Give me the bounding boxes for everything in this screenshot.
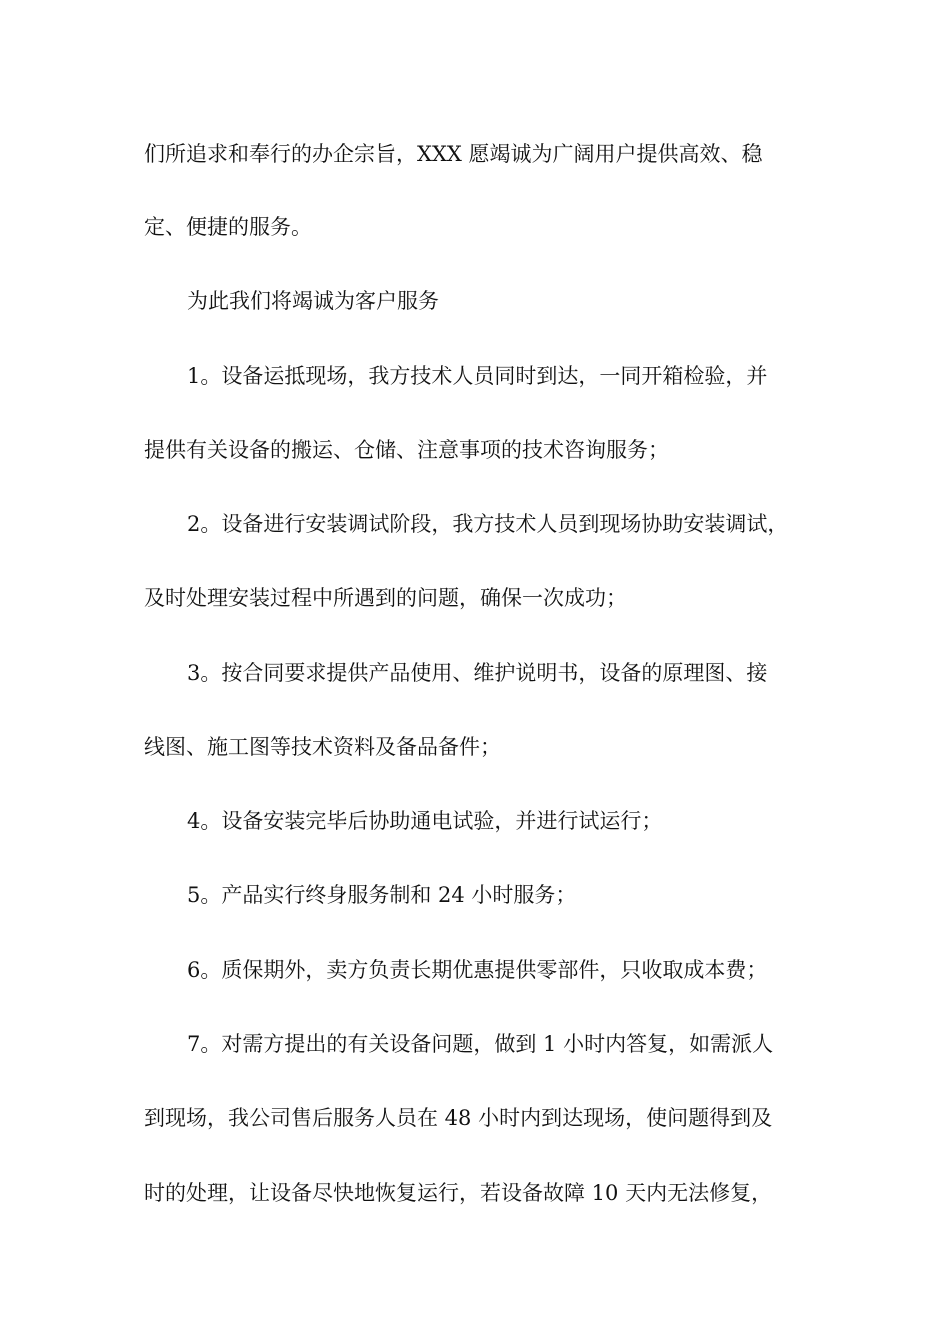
- list-item-1-line-2: 提供有关设备的搬运、仓储、注意事项的技术咨询服务；: [144, 438, 669, 462]
- list-item-3-line-1: 3。按合同要求提供产品使用、维护说明书，设备的原理图、接: [187, 661, 768, 685]
- list-item-2-line-1: 2。设备进行安装调试阶段，我方技术人员到现场协助安装调试，: [187, 512, 789, 536]
- section-heading: 为此我们将竭诚为客户服务: [187, 289, 439, 313]
- list-item-5: 5。产品实行终身服务制和 24 小时服务；: [187, 883, 577, 907]
- list-item-2-line-2: 及时处理安装过程中所遇到的问题，确保一次成功；: [144, 586, 627, 610]
- paragraph-line-2: 定、便捷的服务。: [144, 215, 312, 239]
- list-item-7-line-2: 到现场，我公司售后服务人员在 48 小时内到达现场，使问题得到及: [144, 1106, 773, 1130]
- list-item-1-line-1: 1。设备运抵现场，我方技术人员同时到达，一同开箱检验，并: [187, 364, 768, 388]
- list-item-6: 6。质保期外，卖方负责长期优惠提供零部件，只收取成本费；: [187, 958, 768, 982]
- list-item-4: 4。设备安装完毕后协助通电试验，并进行试运行；: [187, 809, 663, 833]
- paragraph-line-1: 们所追求和奉行的办企宗旨，XXX 愿竭诚为广阔用户提供高效、稳: [144, 142, 763, 166]
- list-item-7-line-1: 7。对需方提出的有关设备问题，做到 1 小时内答复，如需派人: [187, 1032, 774, 1056]
- list-item-7-line-3: 时的处理，让设备尽快地恢复运行，若设备故障 10 天内无法修复，: [144, 1181, 773, 1205]
- list-item-3-line-2: 线图、施工图等技术资料及备品备件；: [144, 735, 501, 759]
